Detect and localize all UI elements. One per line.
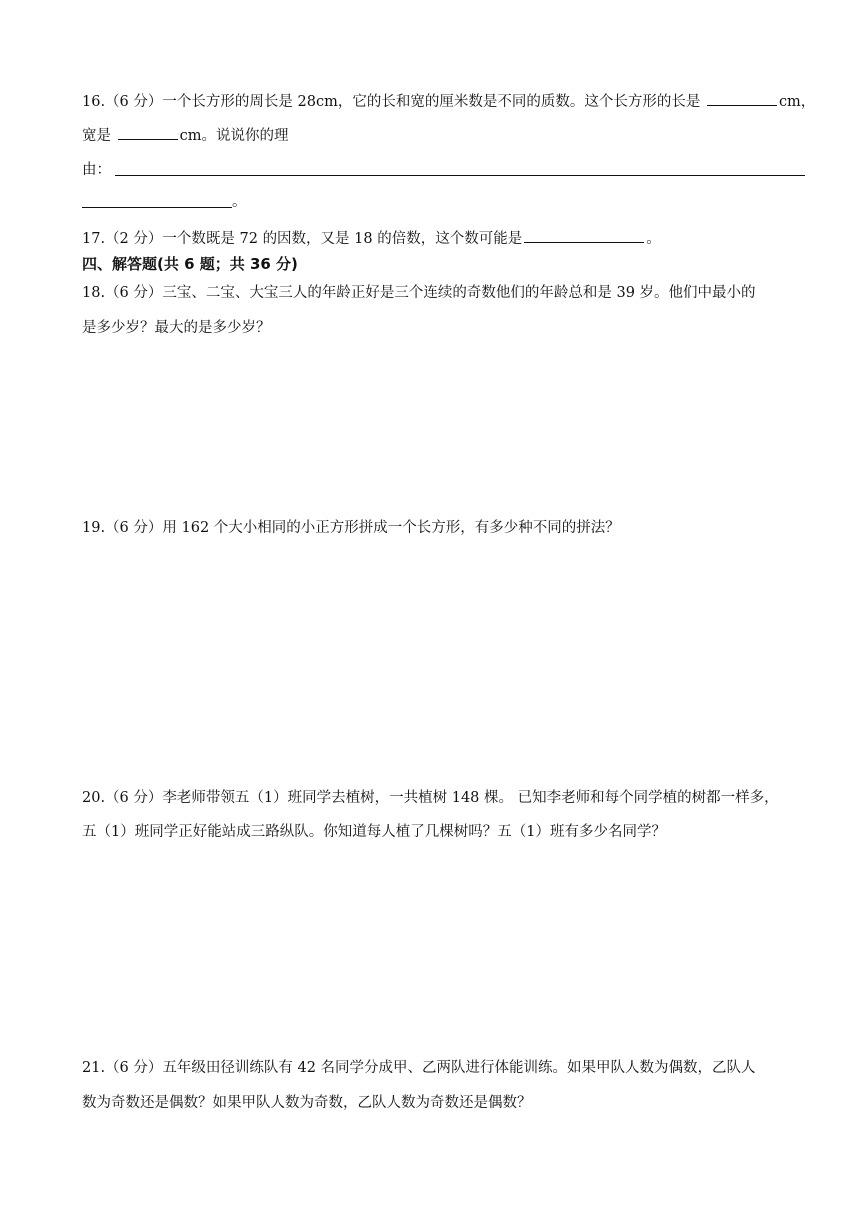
question-17-text: 17.（2 分）一个数既是 72 的因数，又是 18 的倍数，这个数可能是 bbox=[82, 231, 523, 247]
question-20-line-2: 五（1）班同学正好能站成三路纵队。你知道每人植了几棵树吗？五（1）班有多少名同学？ bbox=[82, 824, 666, 840]
question-17-line-1 bbox=[82, 227, 661, 249]
question-17-end-mark: 。 bbox=[646, 231, 661, 247]
section-4-title: 四、解答题(共 6 题；共 36 分) bbox=[82, 255, 298, 273]
question-21-line-2: 数为奇数还是偶数？如果甲队人数为奇数，乙队人数为奇数还是偶数？ bbox=[82, 1095, 532, 1111]
question-16-line-2 bbox=[82, 124, 288, 146]
answer-blank-width[interactable] bbox=[118, 124, 178, 140]
question-16-end-mark: 。 bbox=[232, 194, 247, 210]
question-18-line-1: 18.（6 分）三宝、二宝、大宝三人的年龄正好是三个连续的奇数他们的年龄总和是 39 岁。他们中最小的 bbox=[82, 285, 756, 301]
question-20-line-1: 20.（6 分）李老师带领五（1）班同学去植树，一共植树 148 棵。 已知李老师和每个同学植的树都一样多， bbox=[82, 790, 779, 806]
reason-answer-line-1[interactable] bbox=[115, 175, 805, 176]
unit-width-reason: cm。说说你的理 bbox=[179, 128, 289, 144]
question-16-line-1 bbox=[82, 90, 815, 112]
answer-blank-17[interactable] bbox=[524, 227, 644, 243]
question-16-line-3 bbox=[82, 160, 111, 180]
answer-blank-length[interactable] bbox=[707, 90, 777, 106]
width-label: 宽是 bbox=[82, 128, 111, 144]
reason-label: 由： bbox=[82, 162, 111, 178]
question-19-line-1: 19.（6 分）用 162 个大小相同的小正方形拼成一个长方形，有多少种不同的拼法？ bbox=[82, 520, 620, 536]
reason-answer-line-2[interactable] bbox=[82, 207, 232, 208]
unit-length: cm， bbox=[778, 94, 816, 110]
question-18-line-2: 是多少岁？最大的是多少岁？ bbox=[82, 320, 271, 336]
question-16-text: 16.（6 分）一个长方形的周长是 28cm，它的长和宽的厘米数是不同的质数。这个长方形的长是 bbox=[82, 94, 701, 110]
question-21-line-1: 21.（6 分）五年级田径训练队有 42 名同学分成甲、乙两队进行体能训练。如果甲队人数为偶数，乙队人 bbox=[82, 1060, 756, 1076]
